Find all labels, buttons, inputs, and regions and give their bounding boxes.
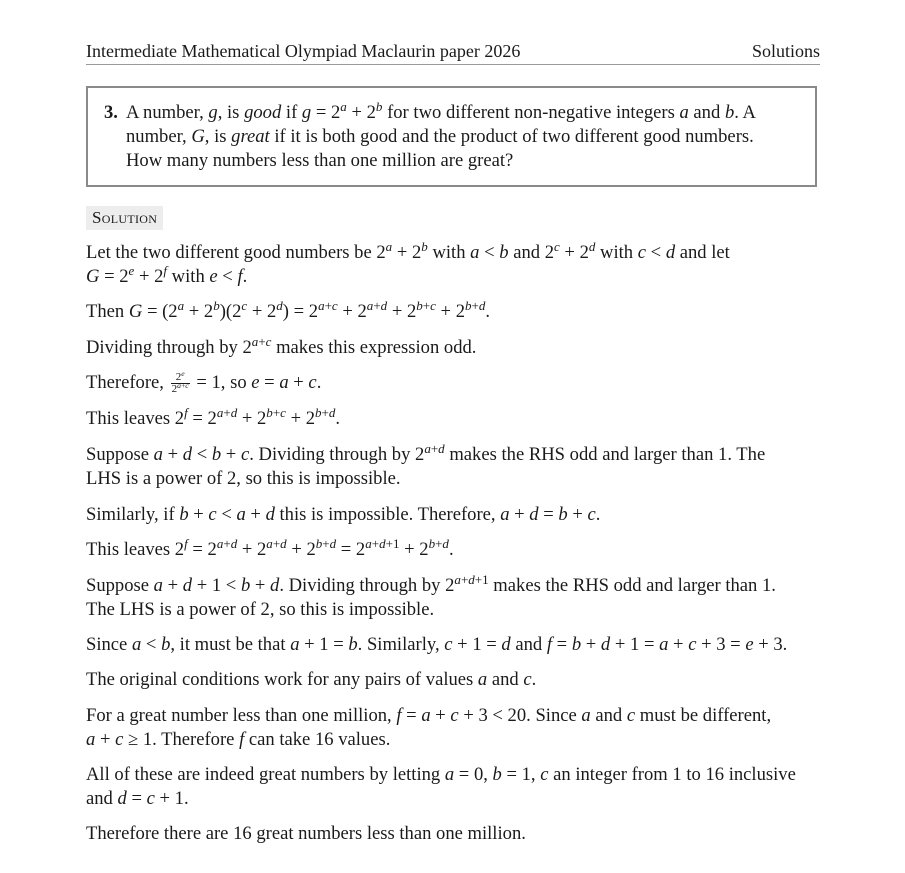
- solution-paragraph-8: This leaves $2^f = 2^{a+d} + 2^{a+d} + 2^{b+d} = 2^{a+d+1} + 2^{b+d}$.: [86, 535, 454, 560]
- solution-paragraph-10: Since a < b, it must be that a + 1 = b. Similarly, c + 1 = d and f = b + d + 1 = a + c + 3 = e + 3.: [86, 634, 788, 655]
- section-label: Solutions: [751, 41, 820, 61]
- solution-paragraph-3: Dividing through by $2^{a+c}$ makes this expression odd.: [86, 333, 477, 358]
- question-number: 3.: [104, 102, 118, 123]
- solution-paragraph-2: Then $G = (2^a + 2^b)(2^c + 2^d) = 2^{a+c} + 2^{a+d} + 2^{b+c} + 2^{b+d}$.: [86, 297, 491, 322]
- solution-paragraph-12: For a great number less than one million, f = a + c + 3 < 20. Since a and c must be different, a + c ≥ 1. Therefore f can take 16 values.: [86, 705, 772, 750]
- question-line-3: How many numbers less than one million are great?: [126, 150, 514, 171]
- question-text: [126, 98, 816, 173]
- paper-title: Intermediate Mathematical Olympiad Maclaurin paper 2026: [86, 41, 521, 61]
- solution-paragraph-1: Let the two different good numbers be $2^a + 2^b$ with a < b and $2^c + 2^d$ with c < d and let $G = 2^e + 2^f$ with e < f.: [86, 238, 730, 287]
- solution-paragraph-6: Suppose a + d < b + c. Dividing through by $2^{a+d}$ makes the RHS odd and larger than 1. The LHS is a power of 2, so this is impossible.: [86, 440, 766, 489]
- solution-paragraph-5: This leaves $2^f = 2^{a+d} + 2^{b+c} + 2^{b+d}$.: [86, 404, 341, 429]
- solution-heading: Solution: [86, 206, 163, 230]
- solution-paragraph-7: Similarly, if b + c < a + d this is impossible. Therefore, a + d = b + c.: [86, 504, 601, 525]
- solution-paragraph-11: The original conditions work for any pairs of values a and c.: [86, 669, 537, 690]
- page-header: [86, 40, 820, 65]
- question-line-2: number, G, is great if it is both good and the product of two different good numbers.: [126, 126, 754, 147]
- question-line-1: A number, g, is good if $g = 2^a + 2^b$ for two different non-negative integers a and b. A: [126, 98, 756, 123]
- solution-paragraph-9: Suppose a + d + 1 < b + d. Dividing through by $2^{a+d+1}$ makes the RHS odd and larger than 1. The LHS is a power of 2, so this is impossible.: [86, 571, 776, 620]
- solution-paragraph-14: Therefore there are 16 great numbers less than one million.: [86, 823, 526, 844]
- question-box: [86, 86, 817, 187]
- solution-paragraph-13: All of these are indeed great numbers by letting a = 0, b = 1, c an integer from 1 to 16 inclusive and d = c + 1.: [86, 764, 796, 809]
- solution-paragraph-4: Therefore, $\frac{2^e}{2^{a+c}}$ = 1, so e = a + c.: [86, 369, 322, 396]
- fraction: $\frac{2^e}{2^{a+c}}$: [171, 369, 189, 396]
